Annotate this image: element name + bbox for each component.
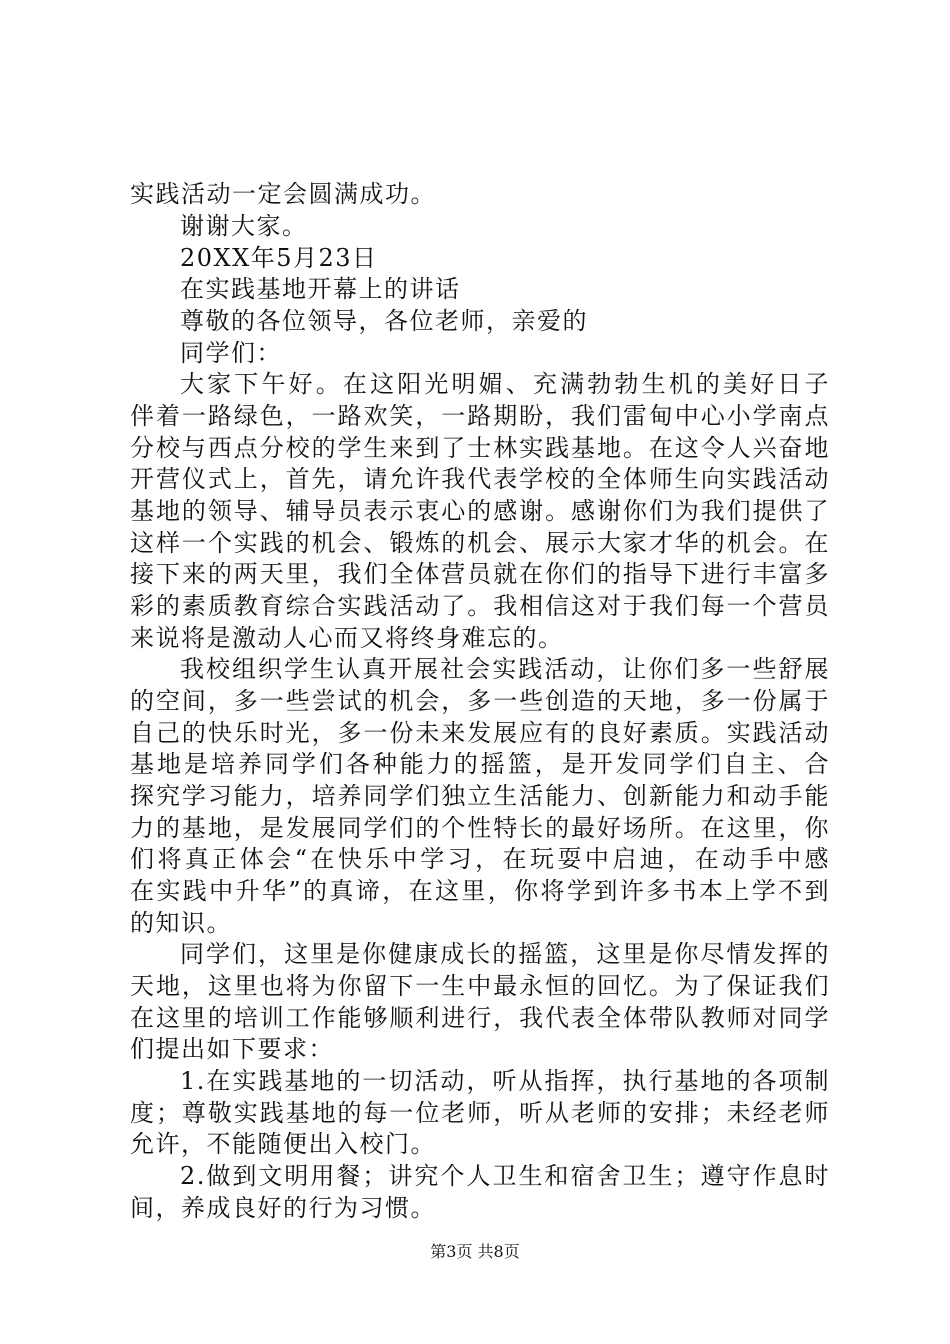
page-number-footer: 第3页 共8页	[430, 1242, 520, 1261]
paragraph-line: 分校与西点分校的学生来到了士林实践基地。在这令人兴奋地	[130, 434, 830, 462]
speech-title: 在实践基地开幕上的讲话	[180, 275, 461, 303]
list-item-line: 间，养成良好的行为习惯。	[130, 1194, 436, 1222]
paragraph-line: 自己的快乐时光，多一份未来发展应有的良好素质。实践活动	[130, 719, 830, 747]
paragraph-line: 在实践中升华”的真谛，在这里，你将学到许多书本上学不到	[130, 877, 830, 905]
paragraph-line: 同学们，这里是你健康成长的摇篮，这里是你尽情发挥的	[180, 940, 830, 968]
paragraph-line: 的空间，多一些尝试的机会，多一些创造的天地，多一份属于	[130, 687, 830, 715]
list-item-line: 2.做到文明用餐；讲究个人卫生和宿舍卫生；遵守作息时	[180, 1162, 830, 1190]
paragraph-line: 探究学习能力，培养同学们独立生活能力、创新能力和动手能	[130, 782, 830, 810]
salutation-line: 尊敬的各位领导，各位老师，亲爱的	[180, 307, 588, 335]
list-item-line: 1.在实践基地的一切活动，听从指挥，执行基地的各项制	[180, 1067, 830, 1095]
paragraph-line: 天地，这里也将为你留下一生中最永恒的回忆。为了保证我们	[130, 972, 830, 1000]
paragraph-line: 在这里的培训工作能够顺利进行，我代表全体带队教师对同学	[130, 1004, 830, 1032]
paragraph-line: 力的基地，是发展同学们的个性特长的最好场所。在这里，你	[130, 814, 830, 842]
date-line: 20XX年5月23日	[180, 244, 378, 272]
list-item-line: 度；尊敬实践基地的每一位老师，听从老师的安排；未经老师	[130, 1099, 830, 1127]
paragraph-line: 开营仪式上，首先，请允许我代表学校的全体师生向实践活动	[130, 465, 830, 493]
paragraph-line: 大家下午好。在这阳光明媚、充满勃勃生机的美好日子	[180, 370, 830, 398]
paragraph-line: 的知识。	[130, 909, 232, 937]
paragraph-line: 我校组织学生认真开展社会实践活动，让你们多一些舒展	[180, 655, 830, 683]
paragraph-line: 伴着一路绿色，一路欢笑，一路期盼，我们雷甸中心小学南点	[130, 402, 830, 430]
paragraph-line: 彩的素质教育综合实践活动了。我相信这对于我们每一个营员	[130, 592, 830, 620]
list-item-line: 允许，不能随便出入校门。	[130, 1130, 436, 1158]
salutation-line: 同学们：	[180, 339, 282, 367]
paragraph-line: 来说将是激动人心而又将终身难忘的。	[130, 624, 564, 652]
text-line: 实践活动一定会圆满成功。	[130, 180, 436, 208]
paragraph-line: 这样一个实践的机会、锻炼的机会、展示大家才华的机会。在	[130, 529, 830, 557]
paragraph-line: 接下来的两天里，我们全体营员就在你们的指导下进行丰富多	[130, 560, 830, 588]
paragraph-line: 基地是培养同学们各种能力的摇篮，是开发同学们自主、合	[130, 750, 830, 778]
paragraph-line: 基地的领导、辅导员表示衷心的感谢。感谢你们为我们提供了	[130, 497, 830, 525]
text-line: 谢谢大家。	[180, 212, 308, 240]
paragraph-line: 们提出如下要求：	[130, 1035, 334, 1063]
paragraph-line: 们将真正体会“在快乐中学习，在玩耍中启迪，在动手中感	[130, 845, 830, 873]
